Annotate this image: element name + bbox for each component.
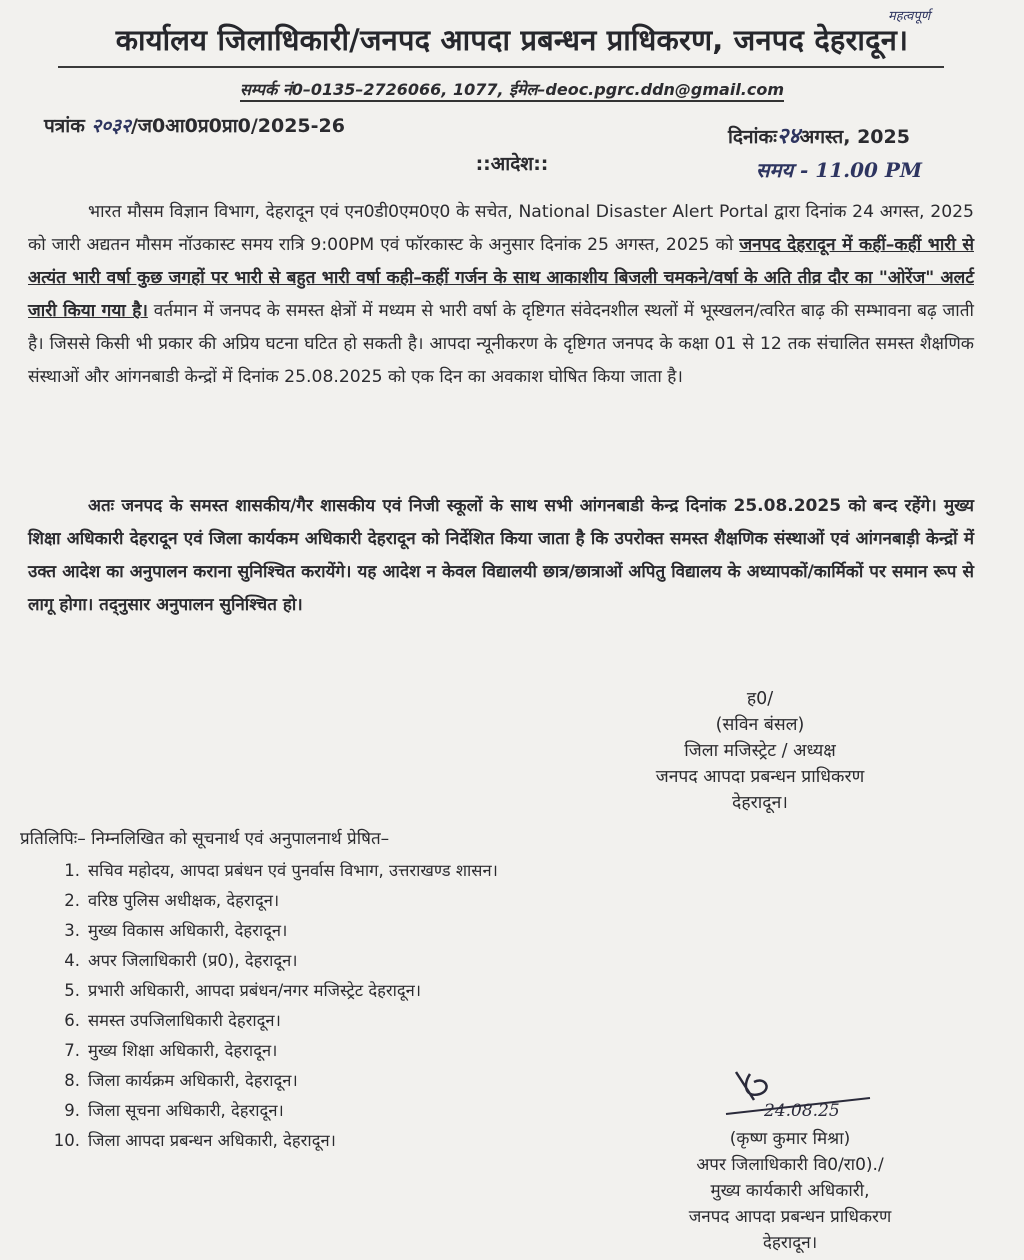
importance-note: महत्वपूर्ण	[888, 9, 931, 24]
date-label: दिनांकः	[728, 126, 777, 148]
copy-to-item	[52, 886, 498, 916]
copy-to-item-number: 9.	[64, 1101, 80, 1120]
signature-date: 24.08.25	[764, 1101, 840, 1121]
copy-to-item	[52, 856, 498, 886]
handwritten-signature	[720, 1064, 890, 1132]
order-heading: ::आदेश::	[475, 153, 549, 175]
signatory2-role: मुख्य कार्यकारी अधिकारी,	[710, 1181, 870, 1201]
signatory-place: देहरादून।	[732, 793, 788, 813]
handwritten-reference-number: २०३२	[91, 115, 131, 137]
signatory2-name: (कृष्ण कुमार मिश्रा)	[729, 1129, 851, 1149]
copy-to-item-text: सचिव महोदय, आपदा प्रबंधन एवं पुनर्वास विभाग, उत्तराखण्ड शासन।	[88, 861, 498, 880]
reference-prefix: पत्रांक	[44, 115, 85, 137]
copy-to-item-number: 6.	[64, 1011, 80, 1030]
copy-to-item-number: 10.	[53, 1131, 80, 1150]
copy-to-list	[52, 856, 498, 1156]
copy-to-item-text: प्रभारी अधिकारी, आपदा प्रबंधन/नगर मजिस्ट्रेट देहरादून।	[88, 981, 422, 1000]
copy-to-item-text: जिला सूचना अधिकारी, देहरादून।	[88, 1101, 284, 1120]
copy-to-item-text: जिला आपदा प्रबन्धन अधिकारी, देहरादून।	[88, 1131, 336, 1150]
copy-to-item-number: 1.	[64, 861, 80, 880]
copy-to-item-number: 7.	[64, 1041, 80, 1060]
copy-to-item	[52, 1036, 498, 1066]
signatory2-place: देहरादून।	[762, 1233, 818, 1253]
copy-to-item	[52, 1006, 498, 1036]
signatory-district-magistrate	[600, 686, 920, 816]
copy-to-item-number: 2.	[64, 891, 80, 910]
signature-scribble-icon	[720, 1064, 890, 1128]
handwritten-date-day: २४	[776, 123, 800, 149]
copy-to-item	[52, 946, 498, 976]
order-paragraph-2: अतः जनपद के समस्त शासकीय/गैर शासकीय एवं निजी स्कूलों के साथ सभी आंगनबाडी केन्द्र दिनांक 25.08.2025 को बन्द रहेंगे। मुख्य शिक्षा अधिकारी देहरादून एवं जिला कार्यकम अधिकारी देहरादून को निर्देशित किया जाता है कि उपरोक्त समस्त शैक्षणिक संस्थाओं एवं आंगनबाड़ी केन्द्रों में उक्त आदेश का अनुपालन कराना सुनिश्चित करायेंगे। यह आदेश न केवल विद्यालयी छात्र/छात्राओं अपितु विद्यालय के अध्यापकों/कार्मिकों पर समान रूप से लागू होगा। तद्नुसार अनुपालन सुनिश्चित हो।	[28, 496, 974, 615]
reference-number	[44, 112, 345, 138]
copy-to-item	[52, 916, 498, 946]
copy-to-item-text: जिला कार्यक्रम अधिकारी, देहरादून।	[88, 1071, 298, 1090]
copy-to-item-text: अपर जिलाधिकारी (प्र0), देहरादून।	[88, 951, 298, 970]
order-date	[728, 120, 910, 150]
copy-to-item	[52, 1066, 498, 1096]
orange-alert-text: जनपद देहरादून में कहीं–कहीं भारी से अत्यंत भारी वर्षा कुछ जगहों पर भारी से बहुत भारी वर्षा कही–कहीं गर्जन के साथ आकाशीय बिजली चमकने/वर्षा के अति तीव्र दौर का "ओरेंज" अलर्ट जारी किया गया है।	[28, 235, 974, 321]
signatory-additional-dm	[610, 1126, 970, 1256]
copy-to-item-number: 5.	[64, 981, 80, 1000]
handwritten-time-note: समय - 11.00 PM	[756, 158, 923, 182]
copy-to-item	[52, 976, 498, 1006]
copy-to-heading: प्रतिलिपिः– निम्नलिखित को सूचनार्थ एवं अनुपालनार्थ प्रेषित–	[20, 829, 390, 849]
signatory2-authority: जनपद आपदा प्रबन्धन प्राधिकरण	[688, 1207, 892, 1227]
office-header-title: कार्यालय जिलाधिकारी/जनपद आपदा प्रबन्धन प्राधिकरण, जनपद देहरादून।	[115, 23, 909, 57]
copy-to-item-text: मुख्य शिक्षा अधिकारी, देहरादून।	[88, 1041, 278, 1060]
signed-mark: ह0/	[746, 689, 774, 709]
copy-to-item-number: 8.	[64, 1071, 80, 1090]
copy-to-item-number: 4.	[64, 951, 80, 970]
copy-to-item-text: मुख्य विकास अधिकारी, देहरादून।	[88, 921, 288, 940]
copy-to-item-number: 3.	[64, 921, 80, 940]
copy-to-item	[52, 1126, 498, 1156]
signatory2-designation: अपर जिलाधिकारी वि0/रा0)./	[696, 1155, 884, 1175]
header-divider	[58, 66, 944, 68]
paragraph-1-closure: वर्तमान में जनपद के समस्त क्षेत्रों में मध्यम से भारी वर्षा के दृष्टिगत संवेदनशील स्थलों में भूस्खलन/त्वरित बाढ़ की सम्भावना बढ़ जाती है। जिससे किसी भी प्रकार की अप्रिय घटना घटित हो सकती है। आपदा न्यूनीकरण के दृष्टिगत जनपद के कक्षा 01 से 12 तक संचालित समस्त शैक्षणिक संस्थाओं और आंगनबाडी केन्द्रों में दिनांक 25.08.2025 को एक दिन का अवकाश घोषित किया जाता है।	[28, 301, 975, 387]
paragraph-1-intro: भारत मौसम विज्ञान विभाग, देहरादून एवं एन0डी0एम0ए0 के सचेत, National Disaster Alert Portal द्वारा दिनांक 24 अगस्त, 2025 को जारी अद्यतन मौसम नॉउकास्ट समय रात्रि 9:00PM एवं फॉरकास्ट के अनुसार दिनांक 25 अगस्त, 2025 को	[28, 202, 974, 255]
reference-suffix: /ज0आ0प्र0प्रा0/2025-26	[130, 115, 345, 137]
signatory-designation: जिला मजिस्ट्रेट / अध्यक्ष	[684, 741, 836, 761]
copy-to-item	[52, 1096, 498, 1126]
signatory-authority: जनपद आपदा प्रबन्धन प्राधिकरण	[655, 767, 865, 787]
date-rest: अगस्त, 2025	[799, 126, 910, 148]
copy-to-item-text: समस्त उपजिलाधिकारी देहरादून।	[88, 1011, 281, 1030]
copy-to-item-text: वरिष्ठ पुलिस अधीक्षक, देहरादून।	[88, 891, 280, 910]
signatory-name: (सविन बंसल)	[715, 715, 805, 735]
contact-line: सम्पर्क नं0–0135–2726066, 1077, ईमेल–deoc.pgrc.ddn@gmail.com	[0, 78, 1024, 100]
order-paragraph-1	[28, 196, 974, 394]
